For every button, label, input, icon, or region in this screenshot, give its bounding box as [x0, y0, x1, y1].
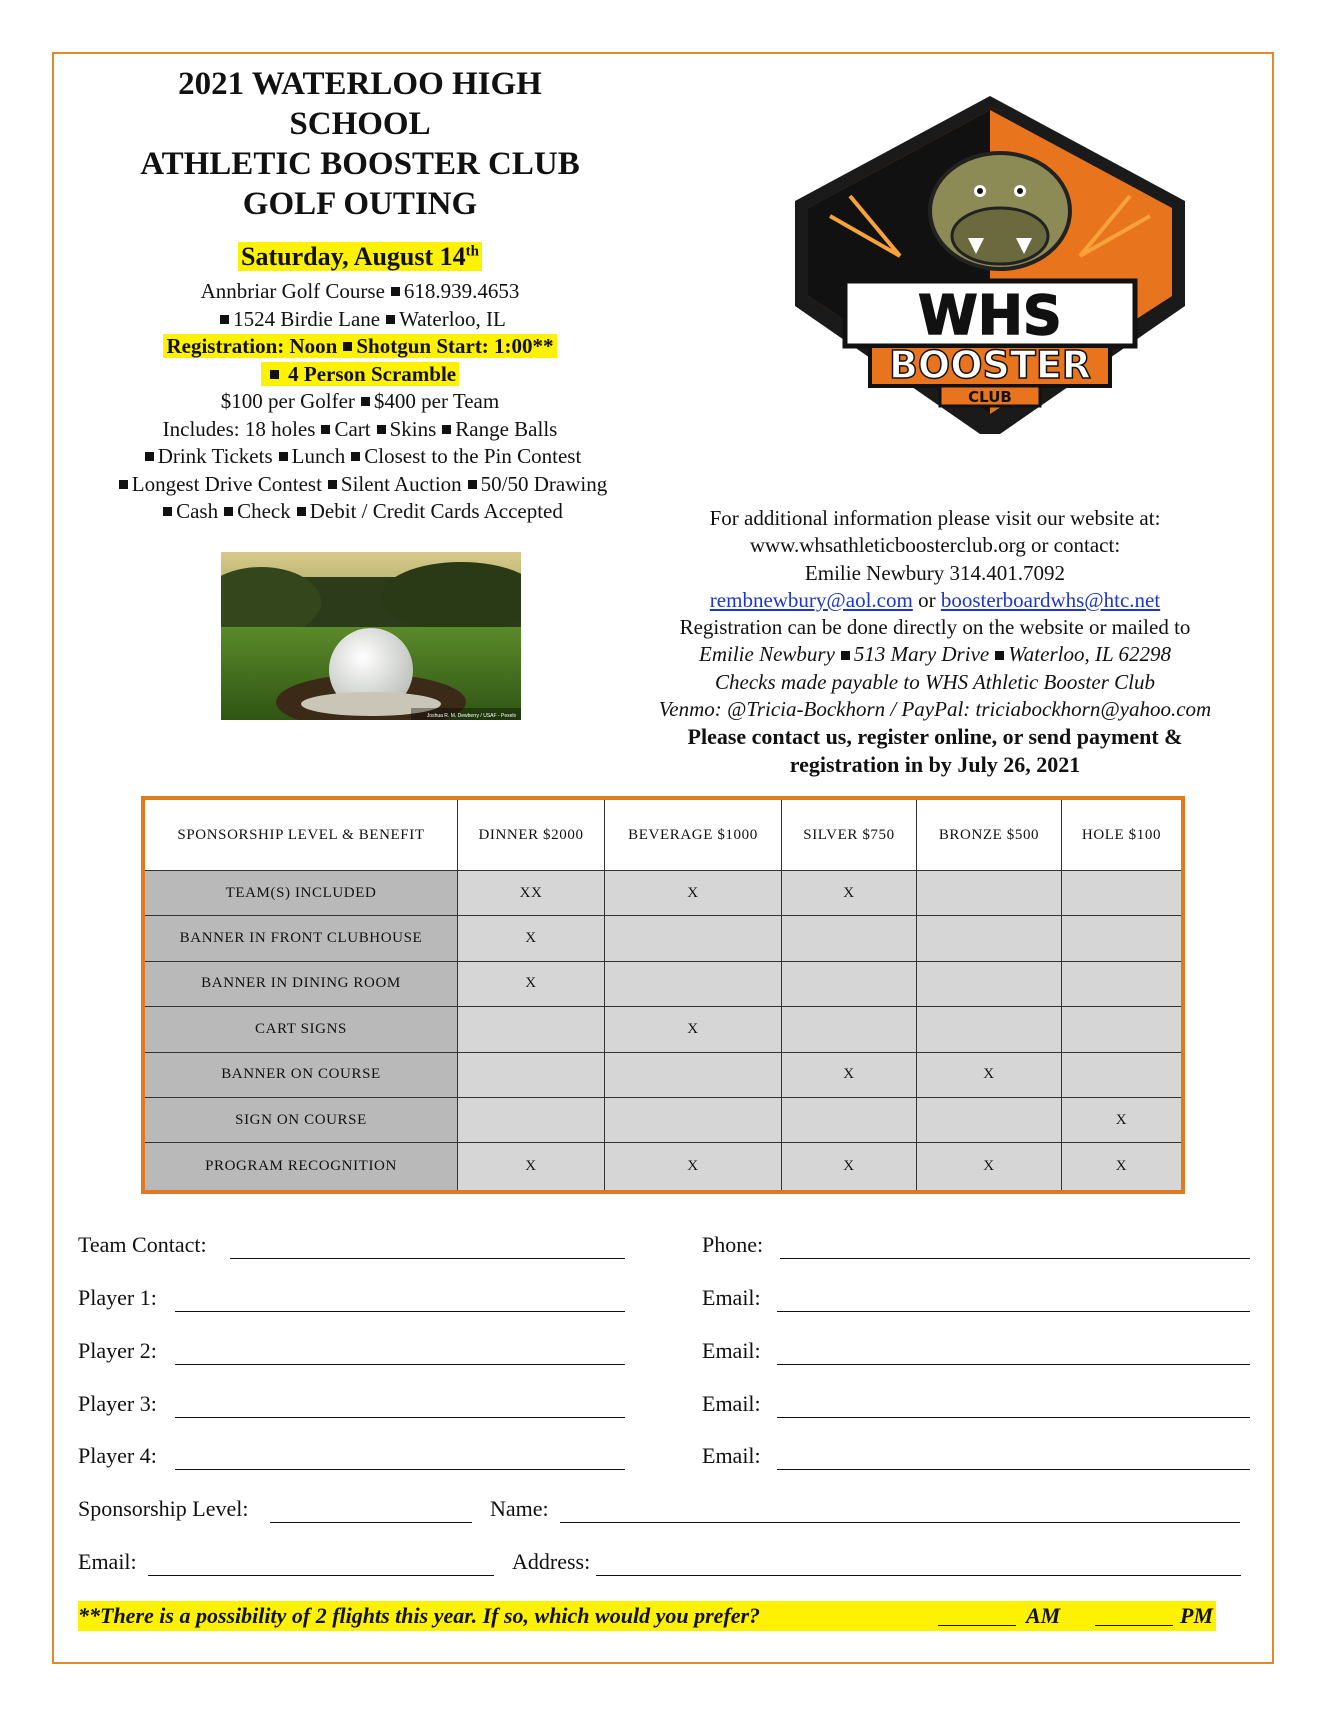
table-cell: [917, 871, 1062, 916]
team-contact-field[interactable]: [230, 1258, 625, 1259]
table-cell: [1062, 961, 1184, 1006]
sponsorship-level-field[interactable]: [270, 1522, 472, 1523]
email-link-rembnewbury[interactable]: rembnewbury@aol.com: [709, 587, 913, 612]
logo-booster-text: BOOSTER: [888, 343, 1092, 387]
benefit-label-cell: CART SIGNS: [143, 1007, 458, 1052]
sponsor-name-field[interactable]: [560, 1522, 1240, 1523]
header-cell: BEVERAGE $1000: [605, 798, 782, 871]
player1-email-label: Email:: [702, 1285, 761, 1310]
player1-label: Player 1:: [78, 1285, 157, 1310]
player4-field[interactable]: [175, 1469, 625, 1470]
bullet-icon: [297, 507, 306, 516]
bullet-icon: [328, 480, 337, 489]
bullet-icon: [386, 315, 395, 324]
bullet-icon: [361, 397, 370, 406]
table-cell: X: [1062, 1097, 1184, 1142]
sponsor-email-label: Email:: [78, 1549, 137, 1574]
table-row: [143, 961, 1183, 1006]
table-row: [143, 916, 1183, 961]
table-row: [143, 871, 1183, 916]
table-cell: [605, 916, 782, 961]
table-cell: X: [605, 1007, 782, 1052]
benefit-label-cell: SIGN ON COURSE: [143, 1097, 458, 1142]
sponsorship-level-label: Sponsorship Level:: [78, 1496, 249, 1521]
table-cell: [458, 1097, 605, 1142]
player1-field[interactable]: [175, 1311, 625, 1312]
bullet-icon: [224, 507, 233, 516]
bullet-icon: [442, 425, 451, 434]
table-row: [143, 1143, 1183, 1192]
sponsorship-table: [141, 796, 1185, 1194]
flight-preference-note: **There is a possibility of 2 flights this year. If so, which would you prefer? AM PM: [78, 1601, 1216, 1631]
bullet-icon: [468, 480, 477, 489]
table-cell: X: [605, 871, 782, 916]
table-cell: X: [917, 1052, 1062, 1097]
bullet-icon: [377, 425, 386, 434]
table-cell: XX: [458, 871, 605, 916]
header-cell: DINNER $2000: [458, 798, 605, 871]
table-header-row: [143, 798, 1183, 871]
bullet-icon: [391, 287, 400, 296]
player2-label: Player 2:: [78, 1338, 157, 1363]
table-cell: [782, 961, 917, 1006]
table-cell: [917, 961, 1062, 1006]
table-cell: X: [458, 916, 605, 961]
player3-field[interactable]: [175, 1417, 625, 1418]
table-cell: [782, 1097, 917, 1142]
bullet-icon: [270, 370, 279, 379]
header-cell: BRONZE $500: [917, 798, 1062, 871]
table-row: [143, 1052, 1183, 1097]
benefit-label-cell: BANNER IN FRONT CLUBHOUSE: [143, 916, 458, 961]
header-cell: SPONSORSHIP LEVEL & BENEFIT: [143, 798, 458, 871]
table-row: [143, 1097, 1183, 1142]
table-cell: X: [782, 871, 917, 916]
table-cell: [917, 1007, 1062, 1052]
player3-email-label: Email:: [702, 1391, 761, 1416]
logo-whs-text: WHS: [918, 284, 1062, 347]
pm-blank[interactable]: [1095, 1601, 1173, 1626]
player2-field[interactable]: [175, 1364, 625, 1365]
player4-label: Player 4:: [78, 1443, 157, 1468]
table-cell: X: [782, 1052, 917, 1097]
header-cell: SILVER $750: [782, 798, 917, 871]
table-row: [143, 1007, 1183, 1052]
table-cell: X: [605, 1143, 782, 1192]
address-label: Address:: [512, 1549, 591, 1574]
table-cell: [605, 961, 782, 1006]
benefit-label-cell: BANNER ON COURSE: [143, 1052, 458, 1097]
bullet-icon: [321, 425, 330, 434]
table-cell: [782, 1007, 917, 1052]
golf-ball-photo: [221, 552, 521, 720]
table-cell: [1062, 916, 1184, 961]
event-info: Annbriar Golf Course 618.939.4653 1524 Birdie Lane Waterloo, IL Registration: Noon Shotgun Start: 1:00** 4 Person Scramble $100 per Golfer $400 per Team Includes: 18 holes Cart Skins Range Balls Drink Tickets Lunch Closest to the Pin Contest Longest Drive Contest Silent Auction 50/50 Drawing Cash Check Debit / Credit Cards Accepted: [70, 278, 650, 526]
am-blank[interactable]: [938, 1601, 1016, 1626]
table-cell: X: [458, 1143, 605, 1192]
phone-label: Phone:: [702, 1232, 764, 1257]
email-link-boosterboard[interactable]: boosterboardwhs@htc.net: [940, 587, 1161, 612]
photo-credit: Joshua R. M. Dewberry / USAF - Pexels: [426, 713, 516, 719]
player1-email-field[interactable]: [777, 1311, 1250, 1312]
bullet-icon: [163, 507, 172, 516]
sponsor-email-field[interactable]: [148, 1575, 494, 1576]
address-field[interactable]: [596, 1575, 1241, 1576]
player4-email-field[interactable]: [777, 1469, 1250, 1470]
table-cell: [458, 1007, 605, 1052]
bullet-icon: [220, 315, 229, 324]
table-cell: X: [1062, 1143, 1184, 1192]
table-cell: [1062, 871, 1184, 916]
table-cell: [458, 1052, 605, 1097]
contact-info: For additional information please visit our website at: www.whsathleticboosterclub.org or contact: Emilie Newbury 314.401.7092 rembnewbury@aol.com or boosterboardwhs@htc.net Registration can be done directly on the website or mailed to Emilie Newbury 513 Mary Drive Waterloo, IL 62298 Checks made payable to WHS Athletic Booster Club Venmo: @Tricia-Bockhorn / PayPal: triciabockhorn@yahoo.com Please contact us, register online, or send payment & registration in by July 26, 2021: [658, 506, 1212, 777]
table-cell: X: [782, 1143, 917, 1192]
player3-email-field[interactable]: [777, 1417, 1250, 1418]
phone-field[interactable]: [780, 1258, 1250, 1259]
table-cell: [1062, 1007, 1184, 1052]
player2-email-field[interactable]: [777, 1364, 1250, 1365]
logo-club-text: CLUB: [968, 388, 1012, 406]
benefit-label-cell: TEAM(S) INCLUDED: [143, 871, 458, 916]
table-cell: [1062, 1052, 1184, 1097]
table-cell: X: [917, 1143, 1062, 1192]
benefit-label-cell: PROGRAM RECOGNITION: [143, 1143, 458, 1192]
table-cell: [605, 1052, 782, 1097]
benefit-label-cell: BANNER IN DINING ROOM: [143, 961, 458, 1006]
header-cell: HOLE $100: [1062, 798, 1184, 871]
bullet-icon: [119, 480, 128, 489]
whs-booster-club-logo: [790, 96, 1190, 436]
page-title: 2021 WATERLOO HIGH SCHOOL ATHLETIC BOOSTER CLUB GOLF OUTING: [140, 66, 580, 222]
table-cell: [917, 916, 1062, 961]
table-cell: [605, 1097, 782, 1142]
table-cell: [782, 916, 917, 961]
bullet-icon: [145, 452, 154, 461]
player3-label: Player 3:: [78, 1391, 157, 1416]
bullet-icon: [351, 452, 360, 461]
team-contact-label: Team Contact:: [78, 1232, 207, 1257]
player4-email-label: Email:: [702, 1443, 761, 1468]
table-cell: X: [458, 961, 605, 1006]
bullet-icon: [279, 452, 288, 461]
sponsor-name-label: Name:: [490, 1496, 549, 1521]
event-date: Saturday, August 14th: [80, 242, 640, 272]
bullet-icon: [343, 342, 352, 351]
table-cell: [917, 1097, 1062, 1142]
player2-email-label: Email:: [702, 1338, 761, 1363]
